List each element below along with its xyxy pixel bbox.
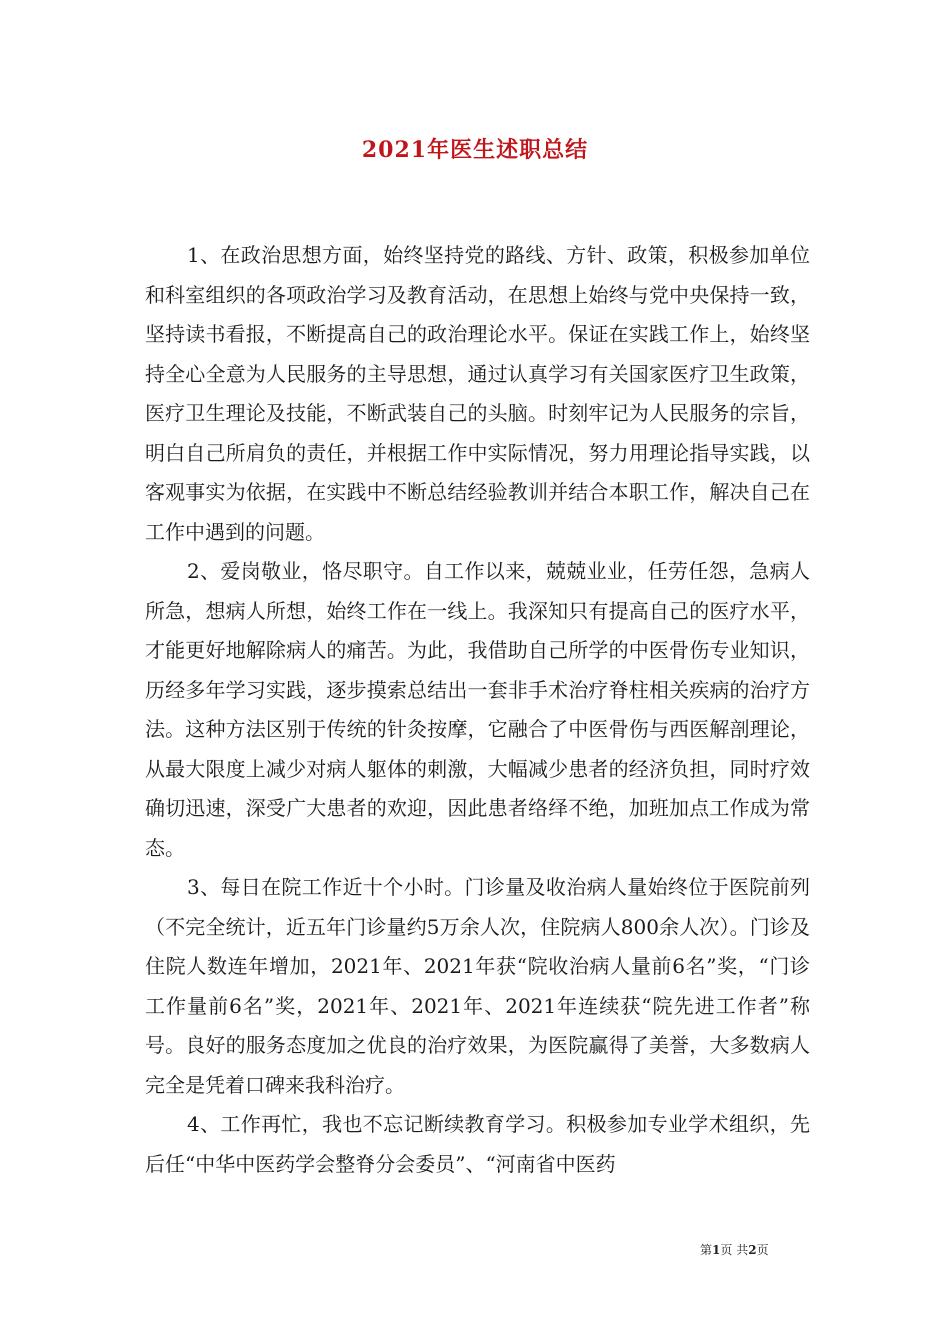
document-body <box>145 236 810 1184</box>
page-title: 2021年医生述职总结 <box>361 137 589 163</box>
footer-current-page: 1 <box>712 1243 721 1257</box>
page-number-footer <box>700 1242 820 1258</box>
paragraph-1: 1、在政治思想方面，始终坚持党的路线、方针、政策，积极参加单位和科室组织的各项政治学习及教育活动，在思想上始终与党中央保持一致，坚持读书看报，不断提高自己的政治理论水平。保证在实践工作上，始终坚持全心全意为人民服务的主导思想，通过认真学习有关国家医疗卫生政策，医疗卫生理论及技能，不断武装自己的头脑。时刻牢记为人民服务的宗旨，明白自己所肩负的责任，并根据工作中实际情况，努力用理论指导实践，以客观事实为依据，在实践中不断总结经验教训并结合本职工作，解决自己在工作中遇到的问题。 <box>145 243 810 544</box>
paragraph-3: 3、每日在院工作近十个小时。门诊量及收治病人量始终位于医院前列（不完全统计，近五年门诊量约5万余人次，住院病人800余人次）。门诊及住院人数连年增加，2021年、2021年获“院收治病人量前6名”奖，“门诊工作量前6名”奖，2021年、2021年、2021年连续获“院先进工作者”称号。良好的服务态度加之优良的治疗效果，为医院赢得了美誉，大多数病人完全是凭着口碑来我科治疗。 <box>145 875 810 1097</box>
footer-middle: 页 共 <box>720 1243 749 1257</box>
footer-total-pages: 2 <box>748 1243 757 1257</box>
footer-suffix: 页 <box>756 1243 769 1257</box>
paragraph-4: 4、工作再忙，我也不忘记断续教育学习。积极参加专业学术组织，先后任“中华中医药学会整脊分会委员”、“河南省中医药 <box>145 1112 810 1176</box>
paragraph-2: 2、爱岗敬业，恪尽职守。自工作以来，兢兢业业，任劳任怨，急病人所急，想病人所想，始终工作在一线上。我深知只有提高自己的医疗水平，才能更好地解除病人的痛苦。为此，我借助自己所学的中医骨伤专业知识，历经多年学习实践，逐步摸索总结出一套非手术治疗脊柱相关疾病的治疗方法。这种方法区别于传统的针灸按摩，它融合了中医骨伤与西医解剖理论，从最大限度上减少对病人躯体的刺激，大幅减少患者的经济负担，同时疗效确切迅速，深受广大患者的欢迎，因此患者络绎不绝，加班加点工作成为常态。 <box>145 559 810 860</box>
footer-prefix: 第 <box>700 1243 713 1257</box>
